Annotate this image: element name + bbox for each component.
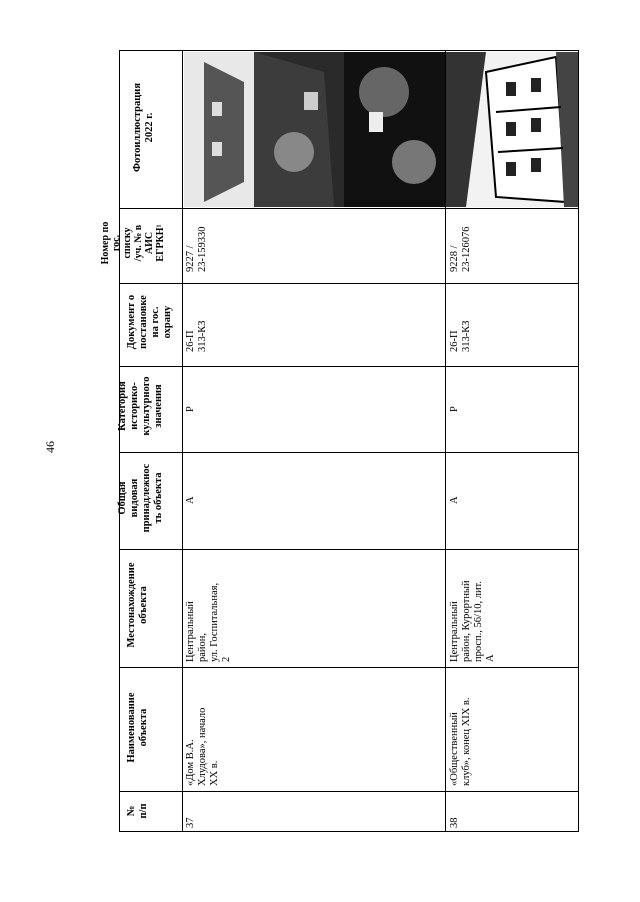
row-registry: 9228 / 23-126076 — [449, 226, 472, 272]
header-num: № п/п — [126, 803, 149, 819]
building-photo-icon — [446, 52, 578, 207]
header-category: Категория историко- культурного значения — [117, 376, 164, 436]
row-category: Р — [185, 406, 196, 412]
header-name: Наименование объекта — [126, 692, 149, 763]
row-document: 26-П 313-КЗ — [449, 320, 472, 352]
row-document: 26-П 313-КЗ — [185, 320, 208, 352]
row-location: Центральный район, Курортный просп., 56/10, лит. А — [449, 580, 496, 662]
building-photo-icon — [184, 52, 445, 207]
header-photo: Фотоиллюстрация 2022 г. — [132, 82, 155, 173]
row-num: 38 — [449, 817, 460, 828]
building-photo-37 — [184, 52, 445, 207]
row-num: 37 — [185, 817, 196, 828]
row-ownership: А — [185, 496, 196, 504]
row-category: Р — [449, 406, 460, 412]
header-document: Документ о постановке на гос. охрану — [126, 294, 173, 350]
header-ownership: Общая видовая принадлежнос ть объекта — [117, 463, 164, 533]
header-location: Местонахождение объекта — [126, 562, 149, 648]
page-number: 46 — [43, 441, 57, 453]
row-name: «Дом В.А. Хлудова», начало XX в. — [185, 707, 220, 786]
header-registry: Номер по гос. списку /уч. № в АИС ЕГРКН¹ — [100, 221, 166, 265]
row-ownership: А — [449, 496, 460, 504]
row-registry: 9227 / 23-159330 — [185, 226, 208, 272]
row-location: Центральный район, ул. Госпитальная, 2 — [185, 582, 232, 662]
row-name: «Общественный клуб», конец XIX в. — [449, 697, 472, 786]
building-photo-38 — [446, 52, 578, 207]
